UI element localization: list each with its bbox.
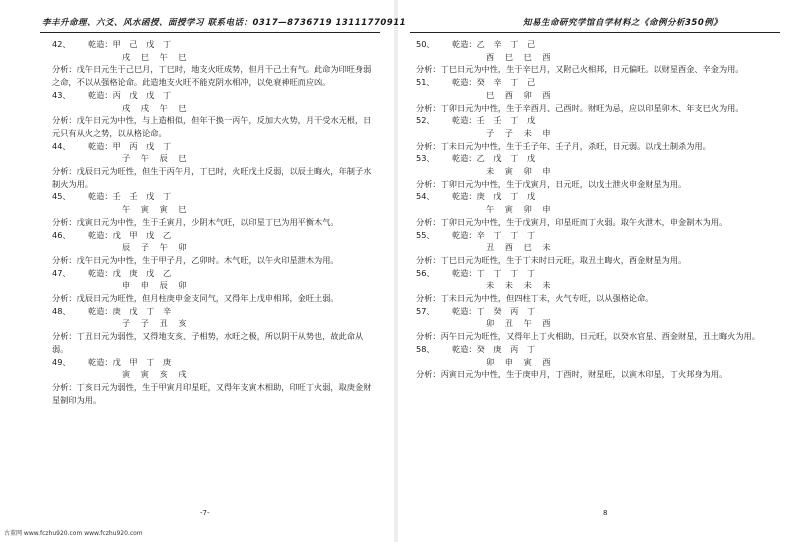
earthly-branches: 辰 子 午 卯 — [122, 242, 191, 253]
case-entry — [52, 229, 374, 267]
earthly-branches: 丑 酉 巳 未 — [486, 242, 555, 253]
case-label: 乾造： — [88, 229, 113, 240]
case-entry — [416, 38, 774, 76]
case-number: 47、 — [52, 267, 71, 278]
earthly-branches: 午 寅 寅 巳 — [122, 204, 191, 215]
case-stems-line — [52, 89, 374, 102]
case-entry — [416, 76, 774, 114]
case-label: 乾造： — [88, 267, 113, 278]
case-stems-line — [52, 229, 374, 242]
case-stems-line — [416, 229, 774, 242]
case-analysis: 分析：戊午日元为中性，生于甲子月，乙卯时。木气旺，以午火印星泄木为用。 — [52, 254, 339, 265]
case-analysis: 分析：丙午日元为旺性，又得年上丁火相助，日元旺，以癸水官星、酉金财星，丑土晦火为用。 — [416, 331, 760, 342]
earthly-branches: 申 申 辰 卯 — [122, 280, 191, 291]
case-label: 乾造： — [452, 77, 477, 88]
case-stems-line — [416, 76, 774, 89]
case-label: 乾造： — [452, 115, 477, 126]
case-number: 53、 — [416, 153, 435, 164]
earthly-branches: 午 寅 卯 申 — [486, 204, 555, 215]
case-number: 58、 — [416, 343, 435, 354]
header-rule — [410, 32, 780, 33]
earthly-branches: 未 寅 卯 申 — [486, 166, 555, 177]
case-analysis: 分析：戊午日元生于己巳月，丁巳时，地支火旺成势，但月干己土有气。此命为印旺身弱之命，不以从强格论命。此造地支火旺不能克阴水相冲，以免衰神旺而应凶。 — [52, 64, 372, 88]
case-entry — [52, 190, 374, 228]
earthly-branches: 巳 酉 卯 酉 — [486, 89, 555, 100]
case-entry — [416, 229, 774, 267]
earthly-branches: 卯 申 寅 酉 — [486, 356, 555, 367]
case-entry — [52, 305, 374, 356]
left-case-list — [52, 38, 374, 406]
left-page-number: -7- — [200, 509, 210, 517]
case-number: 49、 — [52, 356, 71, 367]
case-label: 乾造： — [88, 356, 113, 367]
heavenly-stems: 庚 戊 丁 辛 — [112, 305, 175, 316]
case-label: 乾造： — [452, 229, 477, 240]
case-stems-line — [416, 38, 774, 51]
earthly-branches: 子 午 辰 巳 — [122, 153, 191, 164]
earthly-branches: 戌 戌 午 巳 — [122, 102, 191, 113]
right-page-number: 8 — [603, 509, 608, 517]
left-page-header: 李丰升命理、六爻、风水函授、面授学习 联系电话：0317—8736719 13111770911 — [42, 18, 407, 28]
case-stems-line — [416, 343, 774, 356]
case-stems-line — [52, 305, 374, 318]
case-number: 42、 — [52, 39, 71, 49]
case-analysis: 分析：丁亥日元为弱性，生于甲寅月印星旺，又得年支寅木相助，印旺丁火弱，取庚金财星制印为用。 — [52, 381, 372, 405]
case-entry — [52, 356, 374, 407]
case-number: 55、 — [416, 229, 435, 240]
case-entry — [416, 152, 774, 190]
case-number: 44、 — [52, 140, 71, 151]
case-stems-line — [52, 140, 374, 153]
heavenly-stems: 丁 丁 丁 丁 — [476, 267, 539, 278]
case-number: 54、 — [416, 191, 435, 202]
heavenly-stems: 癸 辛 丁 己 — [476, 77, 539, 88]
case-number: 43、 — [52, 89, 71, 100]
heavenly-stems: 辛 丁 丁 丁 — [476, 229, 539, 240]
case-label: 乾造： — [88, 191, 113, 202]
header-rule — [40, 32, 380, 33]
case-entry — [52, 140, 374, 191]
case-entry — [416, 190, 774, 228]
case-analysis: 分析：戊辰日元为旺性，但生于丙午月，丁巳时，火旺戊土反弱，以辰土晦火，年制子水制火为用。 — [52, 166, 372, 189]
heavenly-stems: 戊 甲 丁 庚 — [112, 356, 175, 367]
heavenly-stems: 壬 壬 戊 丁 — [112, 191, 175, 202]
heavenly-stems: 丁 癸 丙 丁 — [476, 305, 539, 316]
case-entry — [52, 89, 374, 140]
case-analysis: 分析：丁丑日元为弱性，又得地支亥、子相势，水旺之极，所以阴干从势也，故此命从弱。 — [52, 331, 364, 354]
case-number: 50、 — [416, 39, 435, 49]
heavenly-stems: 壬 壬 丁 戊 — [476, 115, 539, 126]
right-page — [398, 0, 793, 542]
earthly-branches: 未 未 未 未 — [486, 280, 555, 291]
case-analysis: 分析：戊寅日元为中性，生于壬寅月，少阴木气旺，以印星丁巳为用平衡木气。 — [52, 216, 339, 227]
case-entry — [52, 267, 374, 305]
heavenly-stems: 庚 戊 丁 戊 — [476, 191, 539, 202]
case-number: 52、 — [416, 115, 435, 126]
case-entry — [416, 305, 774, 343]
earthly-branches: 戌 巳 午 巳 — [122, 51, 191, 62]
earthly-branches: 子 子 未 申 — [486, 127, 555, 138]
case-entry — [52, 38, 374, 89]
case-number: 48、 — [52, 305, 71, 316]
case-entry — [416, 343, 774, 381]
heavenly-stems: 丙 戊 戊 丁 — [112, 89, 175, 100]
case-stems-line — [52, 356, 374, 369]
case-analysis: 分析：丁巳日元为旺性，生于丁未时日元旺，取丑土晦火，酉金财星为用。 — [416, 254, 687, 265]
case-label: 乾造： — [452, 39, 477, 49]
case-stems-line — [416, 305, 774, 318]
earthly-branches: 寅 寅 亥 戌 — [122, 369, 191, 380]
case-analysis: 分析：丁卯日元为中性，生于戊寅月，印星旺而丁火弱。取午火泄木，申金制木为用。 — [416, 216, 728, 227]
case-stems-line — [416, 267, 774, 280]
case-stems-line — [416, 114, 774, 127]
heavenly-stems: 戊 庚 戊 乙 — [112, 267, 175, 278]
case-stems-line — [416, 152, 774, 165]
case-number: 57、 — [416, 305, 435, 316]
case-analysis: 分析：戊辰日元为旺性，但月柱庚申金支同气，又得年上戊申相邦，金旺土弱。 — [52, 293, 339, 304]
earthly-branches: 卯 丑 午 酉 — [486, 318, 555, 329]
case-stems-line — [52, 38, 374, 51]
right-page-header: 知易生命研究学馆自学材料之《命例分析350例》 — [523, 18, 723, 28]
case-label: 乾造： — [88, 89, 113, 100]
case-label: 乾造： — [452, 267, 477, 278]
case-label: 乾造： — [88, 140, 113, 151]
case-entry — [416, 267, 774, 305]
case-label: 乾造： — [452, 305, 477, 316]
heavenly-stems: 甲 己 戊 丁 — [112, 39, 175, 49]
case-label: 乾造： — [452, 343, 477, 354]
case-analysis: 分析：丁未日元为中性，生于壬子年、壬子月，杀旺，日元弱。以戊土制杀为用。 — [416, 140, 711, 151]
case-analysis: 分析：丁卯日元为中性，生于戊寅月，日元旺，以戊土泄火申金财星为用。 — [416, 178, 687, 189]
case-label: 乾造： — [88, 305, 113, 316]
case-stems-line — [52, 190, 374, 203]
case-entry — [416, 114, 774, 152]
case-analysis: 分析：丁卯日元为中性，生于辛酉月、己酉时。财旺为忌，应以印星卯木、年支巳火为用。 — [416, 102, 744, 113]
heavenly-stems: 戊 甲 戊 乙 — [112, 229, 175, 240]
case-stems-line — [416, 190, 774, 203]
heavenly-stems: 甲 丙 戊 丁 — [112, 140, 175, 151]
case-label: 乾造： — [452, 191, 477, 202]
case-number: 56、 — [416, 267, 435, 278]
case-analysis: 分析：丁未日元为中性，但四柱丁未，火气专旺，以从强格论命。 — [416, 293, 654, 304]
heavenly-stems: 癸 庚 丙 丁 — [476, 343, 539, 354]
case-analysis: 分析：戊午日元为中性，与上造相似，但年干换一丙午，反加大火势，月干受水无根，日元只有从火之势，以从格论命。 — [52, 115, 372, 138]
case-analysis: 分析：丙寅日元为中性，生于庚申月，丁酉时，财星旺，以寅木印星，丁火邦身为用。 — [416, 369, 728, 380]
case-number: 46、 — [52, 229, 71, 240]
case-analysis: 分析：丁巳日元为中性，生于辛巳月，又附己火相邦，日元偏旺。以财星酉金、辛金为用。 — [416, 64, 744, 75]
case-number: 51、 — [416, 77, 435, 88]
footer-watermark: 古董网 www.fczhu920.com www.fczhu920.com — [4, 530, 143, 537]
earthly-branches: 酉 巳 巳 酉 — [486, 51, 555, 62]
heavenly-stems: 乙 戊 丁 戊 — [476, 153, 539, 164]
heavenly-stems: 乙 辛 丁 己 — [476, 39, 539, 49]
case-label: 乾造： — [88, 39, 113, 49]
case-number: 45、 — [52, 191, 71, 202]
earthly-branches: 子 子 丑 亥 — [122, 318, 191, 329]
case-stems-line — [52, 267, 374, 280]
right-case-list — [416, 38, 774, 381]
case-label: 乾造： — [452, 153, 477, 164]
